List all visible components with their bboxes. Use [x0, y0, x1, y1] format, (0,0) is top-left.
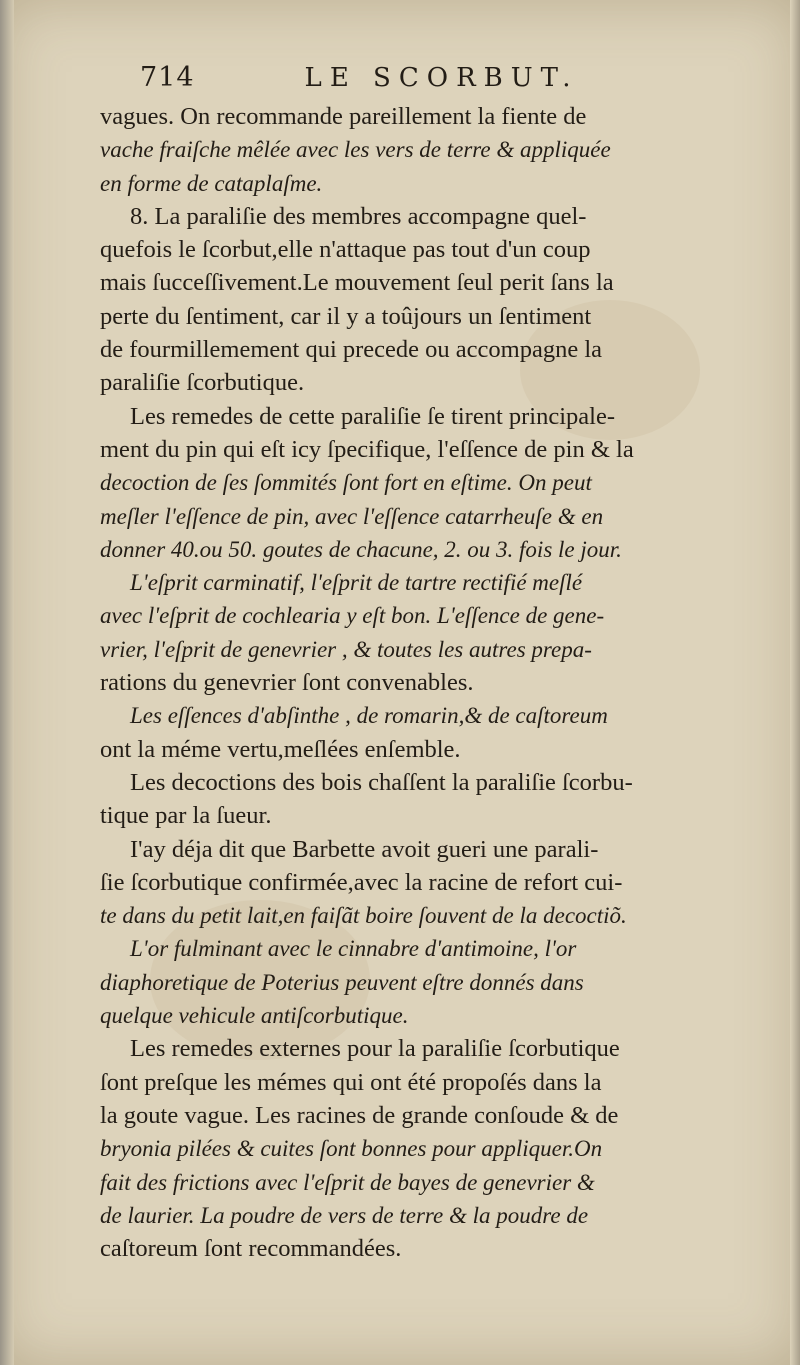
text-block: [100, 62, 740, 1265]
text-line: de laurier. La poudre de vers de terre & la poudre de: [100, 1202, 589, 1228]
text-line: donner 40.ou 50. goutes de chacune, 2. ou 3. fois le jour.: [100, 536, 622, 562]
text-line: avec l'eſprit de cochlearia y eſt bon. L'eſſence de gene-: [100, 603, 605, 629]
text-line: mais ſucceſſivement.Le mouvement ſeul perit ſans la: [100, 269, 614, 297]
text-line: paraliſie ſcorbutique.: [100, 369, 305, 397]
text-line: I'ay déja dit que Barbette avoit gueri une parali-: [130, 835, 599, 863]
text-line: perte du ſentiment, car il y a toûjours un ſentiment: [100, 302, 592, 330]
text-line: fait des frictions avec l'eſprit de bayes de genevrier &: [100, 1169, 595, 1195]
page-number: 714: [140, 62, 195, 93]
text-line: L'or fulminant avec le cinnabre d'antimoine, l'or: [130, 936, 577, 962]
text-line: caſtoreum ſont recommandées.: [100, 1235, 402, 1263]
text-line: Les eſſences d'abſinthe , de romarin,& de caſtoreum: [130, 703, 608, 729]
text-line: ſont preſque les mémes qui ont été propoſés dans la: [100, 1068, 602, 1096]
running-title: LE SCORBUT.: [304, 63, 579, 93]
text-line: meſler l'eſſence de pin, avec l'eſſence catarrheuſe & en: [100, 503, 604, 529]
text-line: Les decoctions des bois chaſſent la paraliſie ſcorbu-: [130, 768, 633, 796]
text-line: la goute vague. Les racines de grande conſoude & de: [100, 1101, 619, 1129]
text-line: quelque vehicule antiſcorbutique.: [100, 1003, 409, 1029]
text-line: te dans du petit lait,en faiſãt boire ſouvent de la decoctiõ.: [100, 903, 627, 929]
text-line: quefois le ſcorbut,elle n'attaque pas tout d'un coup: [100, 236, 591, 264]
text-line: bryonia pilées & cuites ſont bonnes pour appliquer.On: [100, 1136, 603, 1162]
text-line: rations du genevrier ſont convenables.: [100, 669, 474, 697]
page-left-edge: [0, 0, 14, 1365]
text-line: L'eſprit carminatif, l'eſprit de tartre rectifié meſlé: [130, 570, 583, 596]
text-line: 8. La paraliſie des membres accompagne quel-: [130, 202, 587, 230]
page-right-edge: [790, 0, 800, 1365]
text-line: ont la méme vertu,meſlées enſemble.: [100, 735, 461, 763]
text-line: diaphoretique de Poterius peuvent eſtre donnés dans: [100, 969, 584, 995]
text-line: tique par la ſueur.: [100, 802, 272, 830]
text-line: Les remedes externes pour la paraliſie ſcorbutique: [130, 1035, 620, 1063]
text-line: de fourmillemement qui precede ou accompagne la: [100, 336, 603, 364]
running-head: [140, 62, 740, 100]
text-line: decoction de ſes ſommités ſont fort en eſtime. On peut: [100, 470, 592, 496]
text-line: vache fraiſche mêlée avec les vers de terre & appliquée: [100, 137, 611, 163]
text-line: ment du pin qui eſt icy ſpecifique, l'eſſence de pin & la: [100, 435, 634, 463]
text-line: en forme de cataplaſme.: [100, 170, 323, 196]
text-line: vrier, l'eſprit de genevrier , & toutes les autres prepa-: [100, 636, 592, 662]
text-line: Les remedes de cette paraliſie ſe tirent principale-: [130, 402, 615, 430]
text-line: vagues. On recommande pareillement la fiente de: [100, 103, 587, 130]
text-line: ſie ſcorbutique confirmée,avec la racine de refort cui-: [100, 868, 623, 896]
